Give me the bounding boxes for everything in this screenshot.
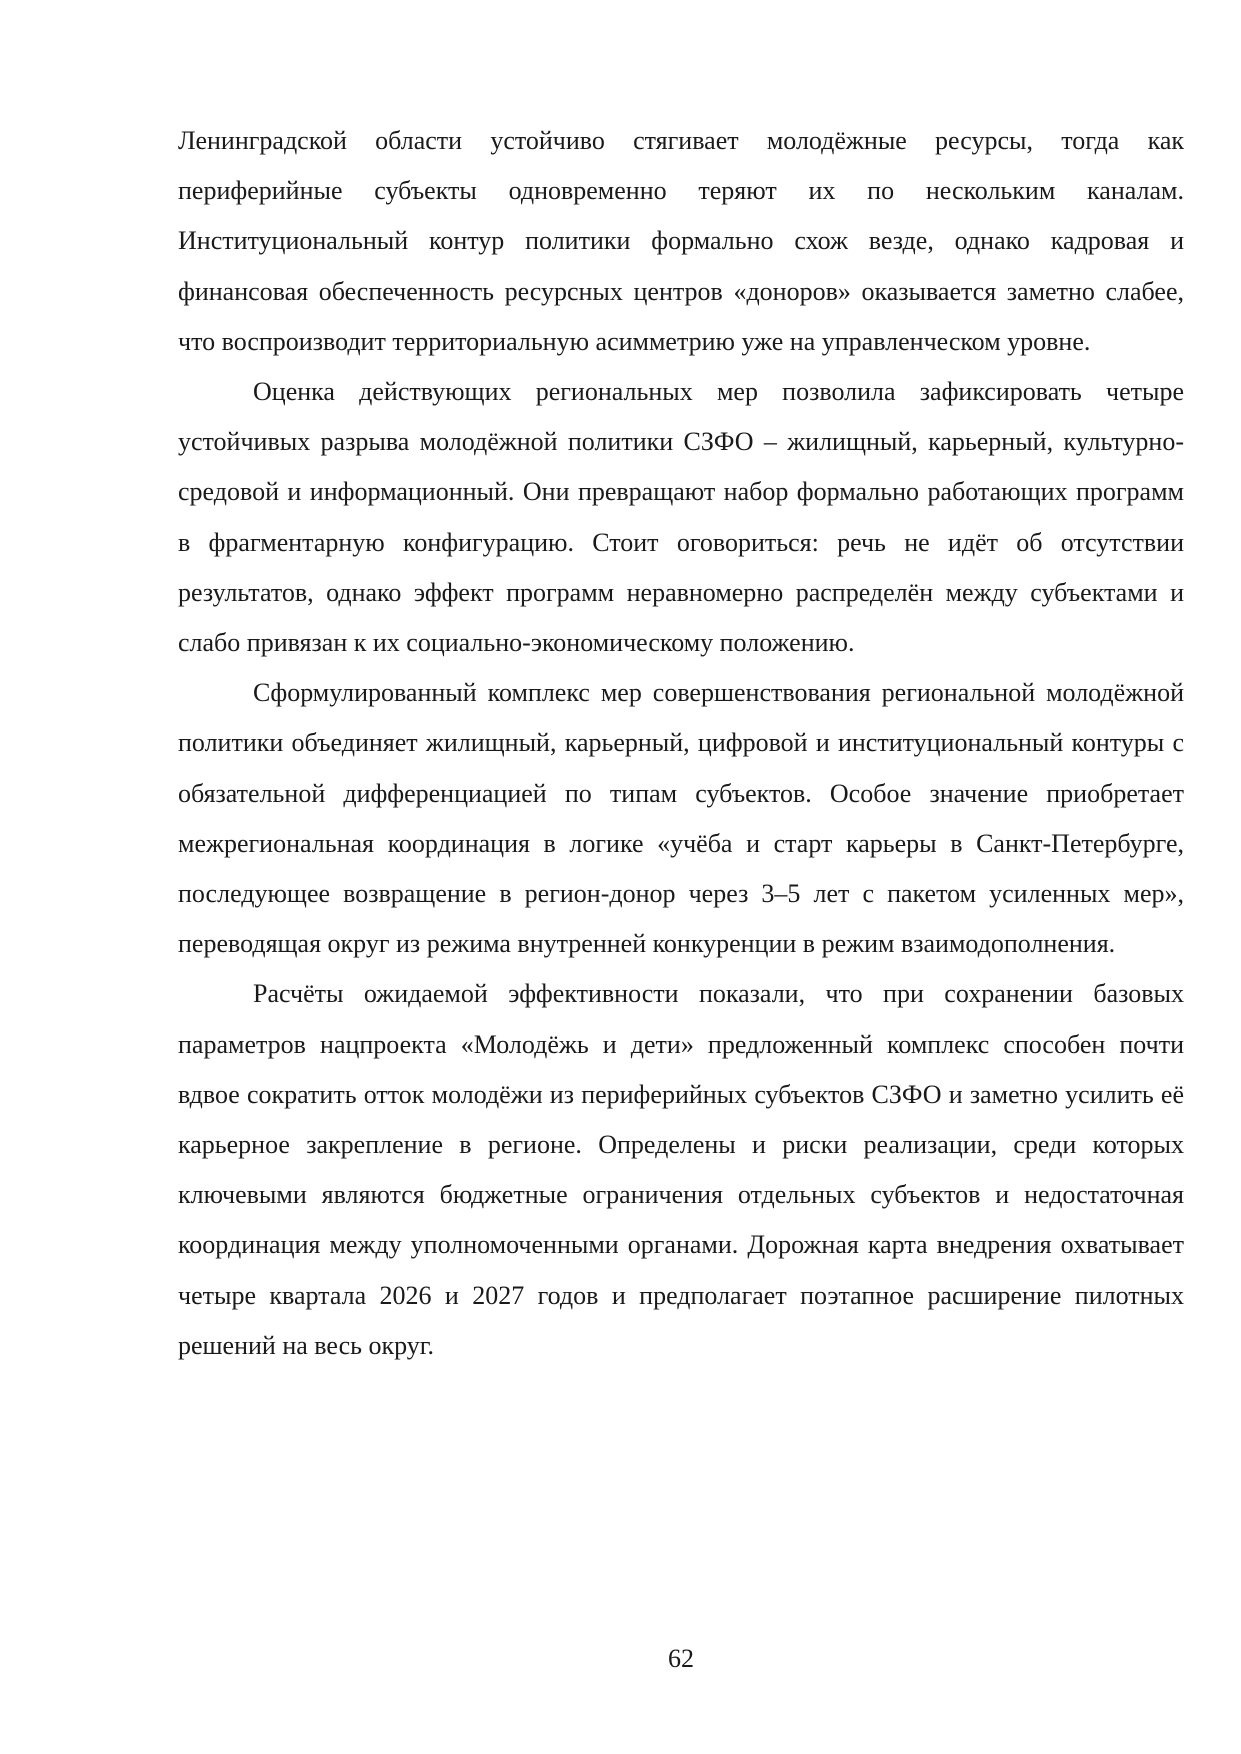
paragraph-2: Оценка действующих региональных мер позволила зафиксировать четыре устойчивых разрыва молодёжной политики СЗФО – жилищный, карьерный, культурно-средовой и информационный. Они превращают набор формально работающих программ в фрагментарную конфигурацию. Стоит оговориться: речь не идёт об отсутствии результатов, однако эффект программ неравномерно распределён между субъектами и слабо привязан к их социально-экономическому положению. bbox=[178, 377, 1184, 658]
paragraph-1: Ленинградской области устойчиво стягивает молодёжные ресурсы, тогда как периферийные субъекты одновременно теряют их по нескольким каналам. Институциональный контур политики формально схож везде, однако кадровая и финансовая обеспеченность ресурсных центров «доноров» оказывается заметно слабее, что воспроизводит территориальную асимметрию уже на управленческом уровне. bbox=[178, 126, 1184, 356]
paragraph-4: Расчёты ожидаемой эффективности показали, что при сохранении базовых параметров нацпроекта «Молодёжь и дети» предложенный комплекс способен почти вдвое сократить отток молодёжи из периферийных субъектов СЗФО и заметно усилить её карьерное закрепление в регионе. Определены и риски реализации, среди которых ключевыми являются бюджетные ограничения отдельных субъектов и недостаточная координация между уполномоченными органами. Дорожная карта внедрения охватывает четыре квартала 2026 и 2027 годов и предполагает поэтапное расширение пилотных решений на весь округ. bbox=[178, 979, 1184, 1360]
paragraph-3: Сформулированный комплекс мер совершенствования региональной молодёжной политики объединяет жилищный, карьерный, цифровой и институциональный контуры с обязательной дифференциацией по типам субъектов. Особое значение приобретает межрегиональная координация в логике «учёба и старт карьеры в Санкт-Петербурге, последующее возвращение в регион-донор через 3–5 лет с пакетом усиленных мер», переводящая округ из режима внутренней конкуренции в режим взаимодополнения. bbox=[178, 678, 1184, 959]
page-number: 62 bbox=[668, 1644, 694, 1673]
body-text bbox=[178, 116, 1184, 1371]
